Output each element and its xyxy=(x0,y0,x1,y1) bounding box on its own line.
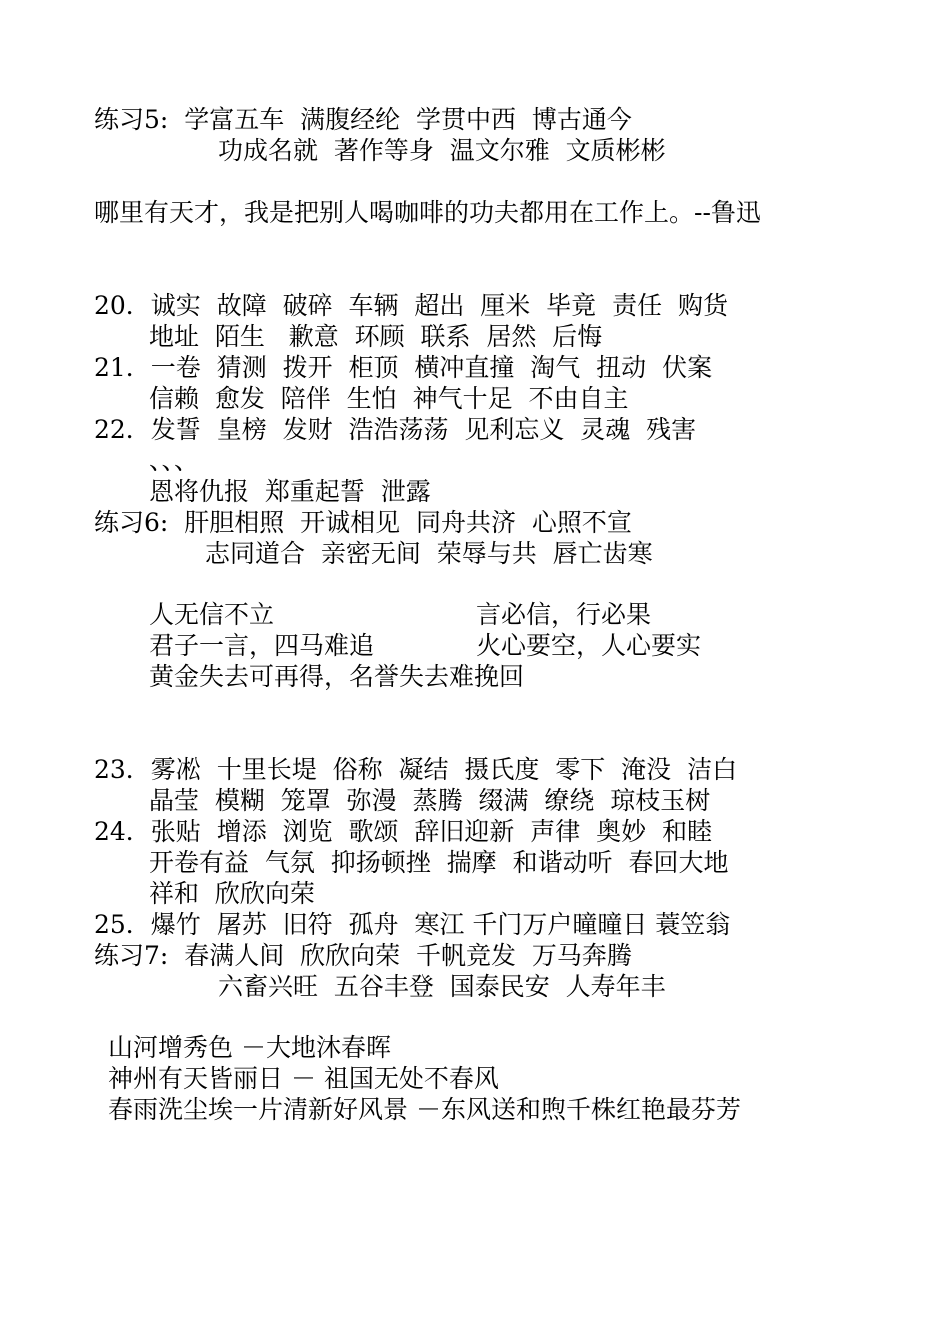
lesson-24-line-1: 24．张贴 增添 浏览 歌颂 辞旧迎新 声律 奥妙 和睦 xyxy=(94,817,713,846)
lesson-24-line-3: 祥和 欣欣向荣 xyxy=(149,879,315,908)
exercise-5-line-1: 练习5: 学富五车 满腹经纶 学贯中西 博古通今 xyxy=(94,105,632,134)
couplet-1: 山河增秀色 －大地沐春晖 xyxy=(108,1033,391,1062)
lesson-21-line-1: 21．一卷 猜测 拨开 柜顶 横冲直撞 淘气 扭动 伏案 xyxy=(94,353,713,382)
couplet-3: 春雨洗尘埃一片清新好风景 －东风送和煦千株红艳最芬芳 xyxy=(108,1095,741,1124)
lesson-20-line-2: 地址 陌生 歉意 环顾 联系 居然 后悔 xyxy=(149,322,603,351)
proverb-2: 言必信，行必果 xyxy=(476,600,652,629)
proverb-3: 君子一言，四马难追 xyxy=(149,631,375,660)
proverb-4: 火心要空，人心要实 xyxy=(476,631,702,660)
lesson-22-marks: 、、、 xyxy=(149,446,200,475)
lesson-22-line-1: 22．发誓 皇榜 发财 浩浩荡荡 见利忘义 灵魂 残害 xyxy=(94,415,697,444)
exercise-7-line-2: 六畜兴旺 五谷丰登 国泰民安 人寿年丰 xyxy=(218,972,666,1001)
lesson-25-line: 25．爆竹 屠苏 旧符 孤舟 寒江 千门万户曈曈日 蓑笠翁 xyxy=(94,910,731,939)
lesson-24-line-2: 开卷有益 气氛 抑扬顿挫 揣摩 和谐动听 春回大地 xyxy=(149,848,729,877)
quote-lu-xun: 哪里有天才，我是把别人喝咖啡的功夫都用在工作上。--鲁迅 xyxy=(94,198,761,227)
lesson-23-line-1: 23．雾凇 十里长堤 俗称 凝结 摄氏度 零下 淹没 洁白 xyxy=(94,755,738,784)
lesson-23-line-2: 晶莹 模糊 笼罩 弥漫 蒸腾 缀满 缭绕 琼枝玉树 xyxy=(149,786,711,815)
couplet-2: 神州有天皆丽日 － 祖国无处不春风 xyxy=(108,1064,499,1093)
lesson-20-line-1: 20．诚实 故障 破碎 车辆 超出 厘米 毕竟 责任 购货 xyxy=(94,291,728,320)
exercise-7-line-1: 练习7: 春满人间 欣欣向荣 千帆竞发 万马奔腾 xyxy=(94,941,632,970)
exercise-6-line-2: 志同道合 亲密无间 荣辱与共 唇亡齿寒 xyxy=(205,539,653,568)
proverb-5: 黄金失去可再得，名誉失去难挽回 xyxy=(149,662,525,691)
exercise-6-line-1: 练习6: 肝胆相照 开诚相见 同舟共济 心照不宣 xyxy=(94,508,632,537)
proverb-1: 人无信不立 xyxy=(149,600,275,629)
exercise-5-line-2: 功成名就 著作等身 温文尔雅 文质彬彬 xyxy=(218,136,666,165)
lesson-22-line-2: 恩将仇报 郑重起誓 泄露 xyxy=(149,477,431,506)
lesson-21-line-2: 信赖 愈发 陪伴 生怕 神气十足 不由自主 xyxy=(149,384,629,413)
